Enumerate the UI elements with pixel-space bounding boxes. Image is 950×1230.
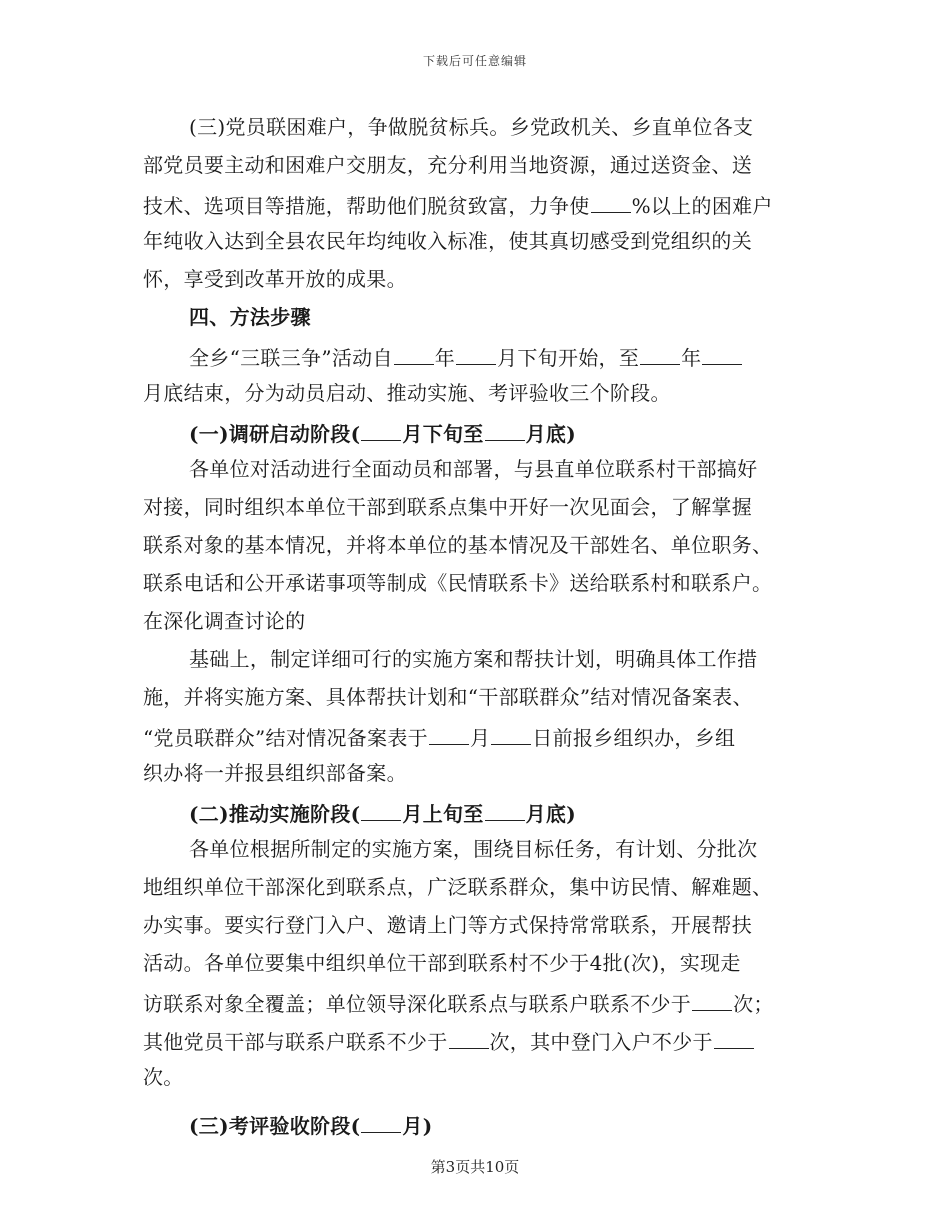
- paragraph-line: 基础上，制定详细可行的实施方案和帮扶计划，明确具体工作措: [189, 647, 758, 671]
- paragraph-line: (三)党员联困难户，争做脱贫标兵。乡党政机关、乡直单位各支: [189, 115, 754, 139]
- paragraph-line: 活动。各单位要集中组织单位干部到联系村不少于4批(次)，实现走: [143, 951, 741, 975]
- blank-underline: [591, 184, 631, 213]
- blank-underline: [485, 792, 525, 821]
- paragraph-line: “党员联群众”结对情况备案表于 月 日前报乡组织办，乡组: [143, 716, 803, 754]
- blank-underline: [361, 792, 401, 821]
- subsection-heading: (二)推动实施阶段( 月上旬至 月底): [143, 792, 803, 830]
- blank-underline: [702, 336, 742, 365]
- blank-underline: [714, 1020, 754, 1049]
- paragraph-line: 联系对象的基本情况，并将本单位的基本情况及干部姓名、单位职务、: [143, 533, 773, 557]
- blank-underline: [485, 412, 525, 441]
- paragraph-line: 次。: [143, 1065, 184, 1089]
- blank-underline: [491, 716, 531, 745]
- section-heading: 四、方法步骤: [189, 305, 311, 329]
- blank-underline: [361, 1104, 401, 1133]
- paragraph-line: 办实事。要实行登门入户、邀请上门等方式保持常常联系，开展帮扶: [143, 913, 752, 937]
- subsection-heading: (三)考评验收阶段( 月): [143, 1104, 803, 1142]
- paragraph-line: 各单位对活动进行全面动员和部署，与县直单位联系村干部搞好: [189, 457, 758, 481]
- blank-underline: [394, 336, 434, 365]
- paragraph-line: 怀，享受到改革开放的成果。: [143, 267, 407, 291]
- paragraph-line: 联系电话和公开承诺事项等制成《民情联系卡》送给联系村和联系户。: [143, 571, 773, 595]
- paragraph-line: 在深化调查讨论的: [143, 609, 306, 633]
- paragraph-line: 部党员要主动和困难户交朋友，充分利用当地资源，通过送资金、送: [143, 153, 752, 177]
- blank-underline: [640, 336, 680, 365]
- paragraph-line: 月底结束，分为动员启动、推动实施、考评验收三个阶段。: [143, 381, 671, 405]
- paragraph-line: 地组织单位干部深化到联系点，广泛联系群众，集中访民情、解难题、: [143, 875, 773, 899]
- subsection-heading: (一)调研启动阶段( 月下旬至 月底): [143, 412, 803, 450]
- page-footer: 第3页共10页: [430, 1158, 520, 1176]
- paragraph-line: 访联系对象全覆盖；单位领导深化联系点与联系户联系不少于 次；: [143, 982, 803, 1020]
- paragraph-line: 全乡“三联三争”活动自 年 月下旬开始，至 年: [143, 336, 803, 374]
- blank-underline: [361, 412, 401, 441]
- paragraph-line: 各单位根据所制定的实施方案，围绕目标任务，有计划、分批次: [189, 837, 758, 861]
- blank-underline: [692, 982, 732, 1011]
- page-header: 下载后可任意编辑: [422, 54, 527, 68]
- paragraph-line: 施，并将实施方案、具体帮扶计划和“干部联群众”结对情况备案表、: [143, 685, 753, 709]
- paragraph-line: 年纯收入达到全县农民年均纯收入标准，使其真切感受到党组织的关: [143, 229, 752, 253]
- blank-underline: [456, 336, 496, 365]
- paragraph-line: 技术、选项目等措施，帮助他们脱贫致富，力争使 %以上的困难户: [143, 184, 803, 222]
- paragraph-line: 对接，同时组织本单位干部到联系点集中开好一次见面会，了解掌握: [143, 495, 752, 519]
- blank-underline: [449, 1020, 489, 1049]
- document-body: [143, 108, 803, 1142]
- paragraph-line: 其他党员干部与联系户联系不少于 次，其中登门入户不少于: [143, 1020, 803, 1058]
- paragraph-line: 织办将一并报县组织部备案。: [143, 761, 407, 785]
- blank-underline: [429, 716, 469, 745]
